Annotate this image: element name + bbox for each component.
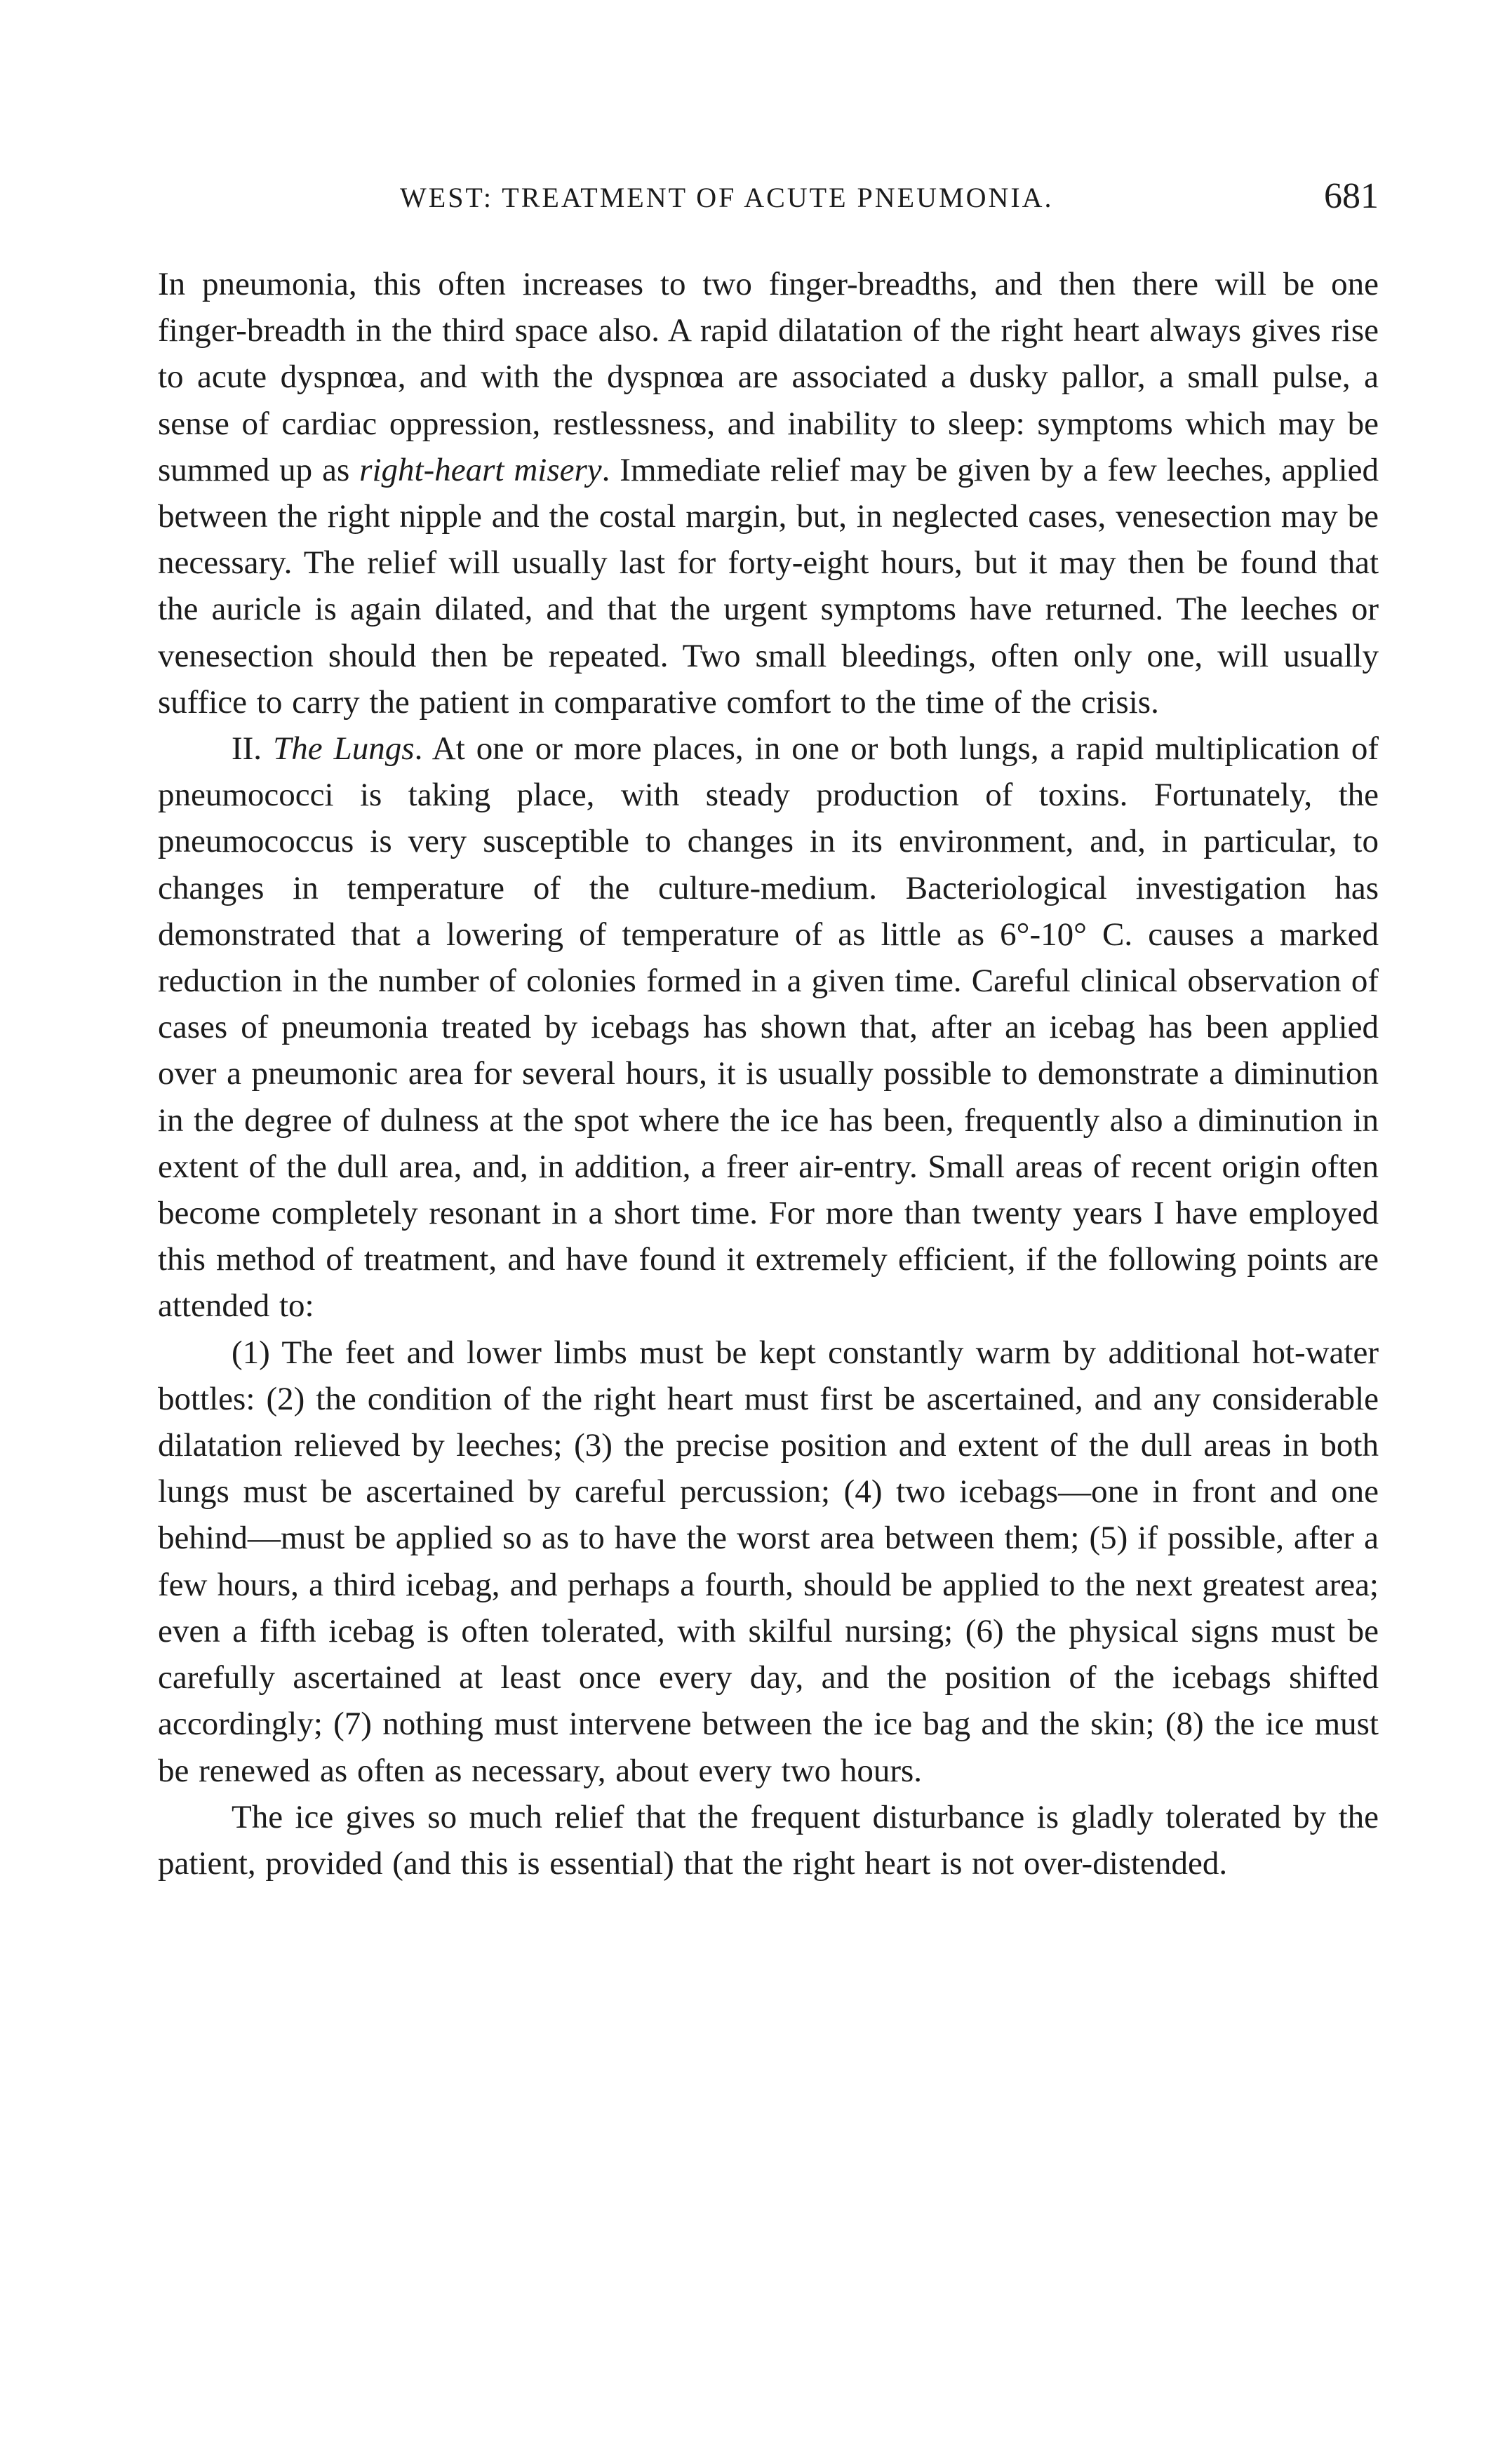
paragraph-right-heart bbox=[158, 261, 1379, 725]
paragraph-text: (1) The feet and lower limbs must be kept constantly warm by additional hot-water bottles: (2) the condition of the right heart must first be ascertained, and any considerable dilatation relieved by leeches; (3) the precise position and extent of the dull areas in both lungs must be ascertained by careful percussion; (4) two icebags—one in front and one behind—must be applied so as to have the worst area between them; (5) if possible, after a few hours, a third icebag, and perhaps a fourth, should be applied to the next greatest area; even a fifth icebag is often tolerated, with skilful nursing; (6) the physical signs must be carefully ascertained at least once every day, and the position of the icebags shifted accordingly; (7) nothing must intervene between the ice bag and the skin; (8) the ice must be renewed as often as necessary, about every two hours. bbox=[158, 1334, 1379, 1789]
paragraph-text: . At one or more places, in one or both lungs, a rapid multiplication of pneumococci is taking place, with steady production of toxins. Fortunately, the pneumococcus is very susceptible to changes in its environment, and, in particular, to changes in temperature of the culture-medium. Bacteriological investigation has demonstrated that a lowering of temperature of as little as 6°-10° C. causes a marked reduction in the number of colonies formed in a given time. Careful clinical observation of cases of pneumonia treated by icebags has shown that, after an icebag has been applied over a pneumonic area for several hours, it is usually possible to demonstrate a diminution in the degree of dulness at the spot where the ice has been, frequently also a diminution in extent of the dull area, and, in addition, a freer air-entry. Small areas of recent origin often become completely resonant in a short time. For more than twenty years I have employed this method of treatment, and have found it extremely efficient, if the following points are attended to: bbox=[158, 730, 1379, 1325]
running-title: WEST: TREATMENT OF ACUTE PNEUMONIA. bbox=[400, 182, 1054, 213]
page-number: 681 bbox=[1324, 176, 1379, 216]
italic-term-right-heart-misery: right-heart misery bbox=[359, 451, 602, 488]
paragraph-text: In pneumonia, this often increases to two finger-breadths, and then there will be one finger-breadth in the third space also. A rapid dilatation of the right heart always gives rise to acute dyspnœa, and with the dyspnœa are associated a dusky pallor, a small pulse, a sense of cardiac oppression, restlessness, and inability to sleep: symptoms which may be summed up as bbox=[158, 266, 1379, 488]
section-heading-the-lungs: The Lungs bbox=[273, 730, 415, 768]
section-number: II. bbox=[232, 730, 274, 768]
book-page bbox=[158, 175, 1379, 1887]
paragraph-text: The ice gives so much relief that the frequent disturbance is gladly tolerated by the patient, provided (and this is essential) that the right heart is not over-distended. bbox=[158, 1798, 1379, 1882]
paragraph-the-lungs bbox=[158, 725, 1379, 1330]
paragraph-text: . Immediate relief may be given by a few leeches, applied between the right nipple and the costal margin, but, in neglected cases, venesection may be necessary. The relief will usually last for forty-eight hours, but it may then be found that the auricle is again dilated, and that the urgent symptoms have returned. The leeches or venesection should then be repeated. Two small bleedings, often only one, will usually suffice to carry the patient in comparative comfort to the time of the crisis. bbox=[158, 451, 1379, 721]
paragraph-treatment-points bbox=[158, 1330, 1379, 1794]
paragraph-ice-relief bbox=[158, 1794, 1379, 1887]
running-head bbox=[158, 175, 1379, 226]
